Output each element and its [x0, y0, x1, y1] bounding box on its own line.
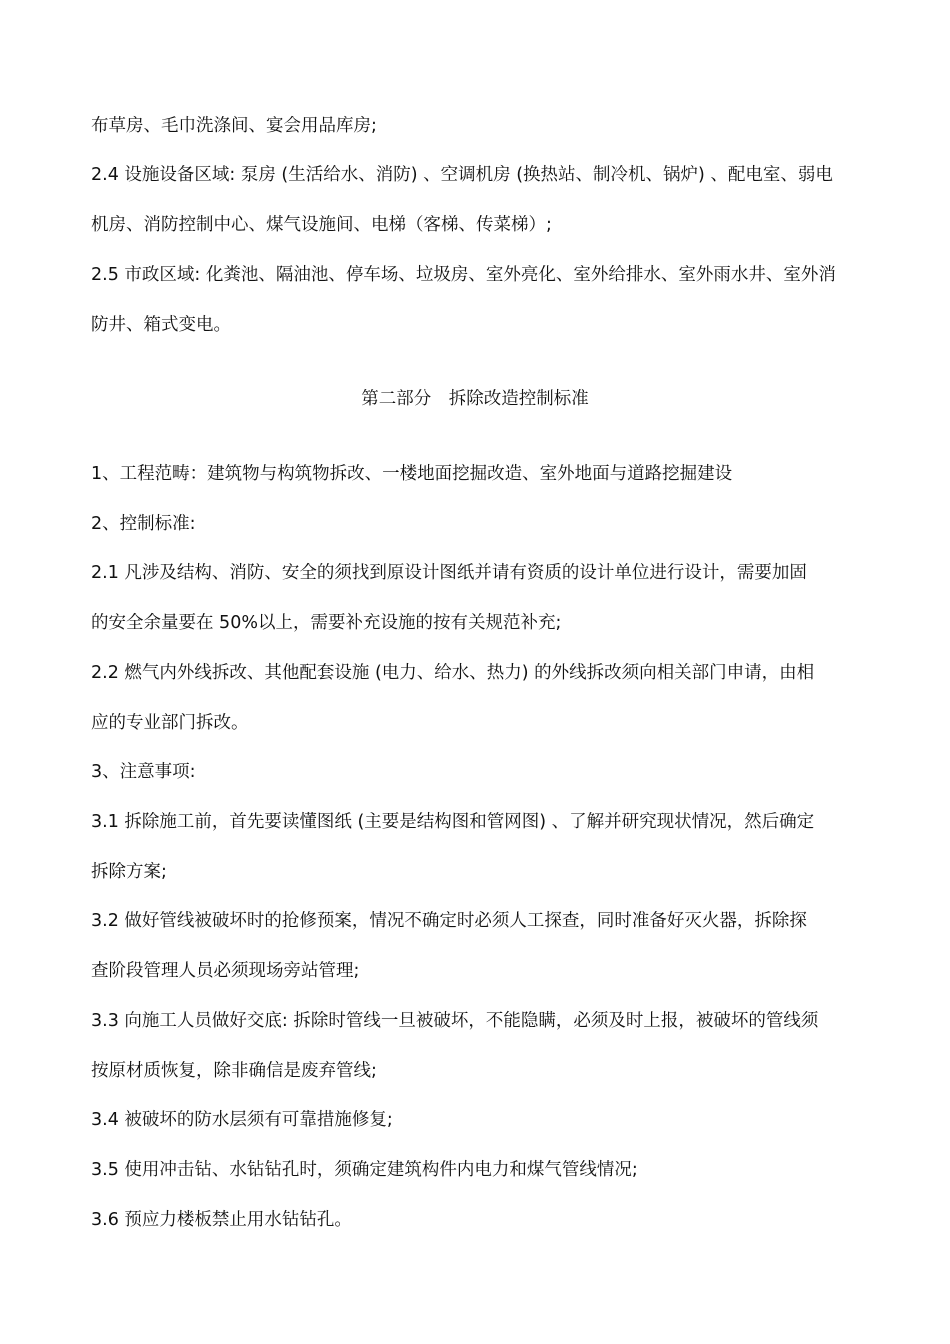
- text-line-17: 查阶段管理人员必须现场旁站管理;: [91, 961, 360, 981]
- text-line-11: 2.2 燃气内外线拆改、其他配套设施 (电力、给水、热力) 的外线拆改须向相关部门申请，由相: [91, 663, 815, 683]
- text-line-5: 防井、箱式变电。: [91, 315, 231, 335]
- text-line-18: 3.3 向施工人员做好交底: 拆除时管线一旦被破坏，不能隐瞒，必须及时上报，被破坏的管线须: [91, 1011, 819, 1031]
- text-line-19: 按原材质恢复，除非确信是废弃管线;: [91, 1061, 377, 1081]
- text-line-10: 的安全余量要在 50%以上，需要补充设施的按有关规范补充;: [91, 613, 562, 633]
- text-line-15: 拆除方案;: [91, 862, 167, 882]
- text-line-21: 3.5 使用冲击钻、水钻钻孔时，须确定建筑构件内电力和煤气管线情况;: [91, 1160, 638, 1180]
- text-line-16: 3.2 做好管线被破坏时的抢修预案，情况不确定时必须人工探查，同时准备好灭火器，拆除探: [91, 911, 807, 931]
- text-line-7: 1、工程范畴：建筑物与构筑物拆改、一楼地面挖掘改造、室外地面与道路挖掘建设: [91, 464, 733, 484]
- text-line-4: 2.5 市政区域: 化粪池、隔油池、停车场、垃圾房、室外亮化、室外给排水、室外雨水井、室外消: [91, 265, 836, 285]
- text-line-13: 3、注意事项:: [91, 762, 196, 782]
- text-line-3: 机房、消防控制中心、煤气设施间、电梯（客梯、传菜梯）;: [91, 215, 552, 235]
- text-line-12: 应的专业部门拆改。: [91, 713, 249, 733]
- section-heading: 第二部分 拆除改造控制标准: [361, 389, 589, 409]
- text-line-14: 3.1 拆除施工前，首先要读懂图纸 (主要是结构图和管网图) 、了解并研究现状情况，然后确定: [91, 812, 815, 832]
- text-line-20: 3.4 被破坏的防水层须有可靠措施修复;: [91, 1110, 393, 1130]
- text-line-22: 3.6 预应力楼板禁止用水钻钻孔。: [91, 1210, 352, 1230]
- text-line-9: 2.1 凡涉及结构、消防、安全的须找到原设计图纸并请有资质的设计单位进行设计，需要加固: [91, 563, 807, 583]
- text-line-2: 2.4 设施设备区域: 泵房 (生活给水、消防) 、空调机房 (换热站、制冷机、锅炉) 、配电室、弱电: [91, 165, 833, 185]
- text-line-8: 2、控制标准:: [91, 514, 196, 534]
- text-line-1: 布草房、毛巾洗涤间、宴会用品库房;: [91, 116, 377, 136]
